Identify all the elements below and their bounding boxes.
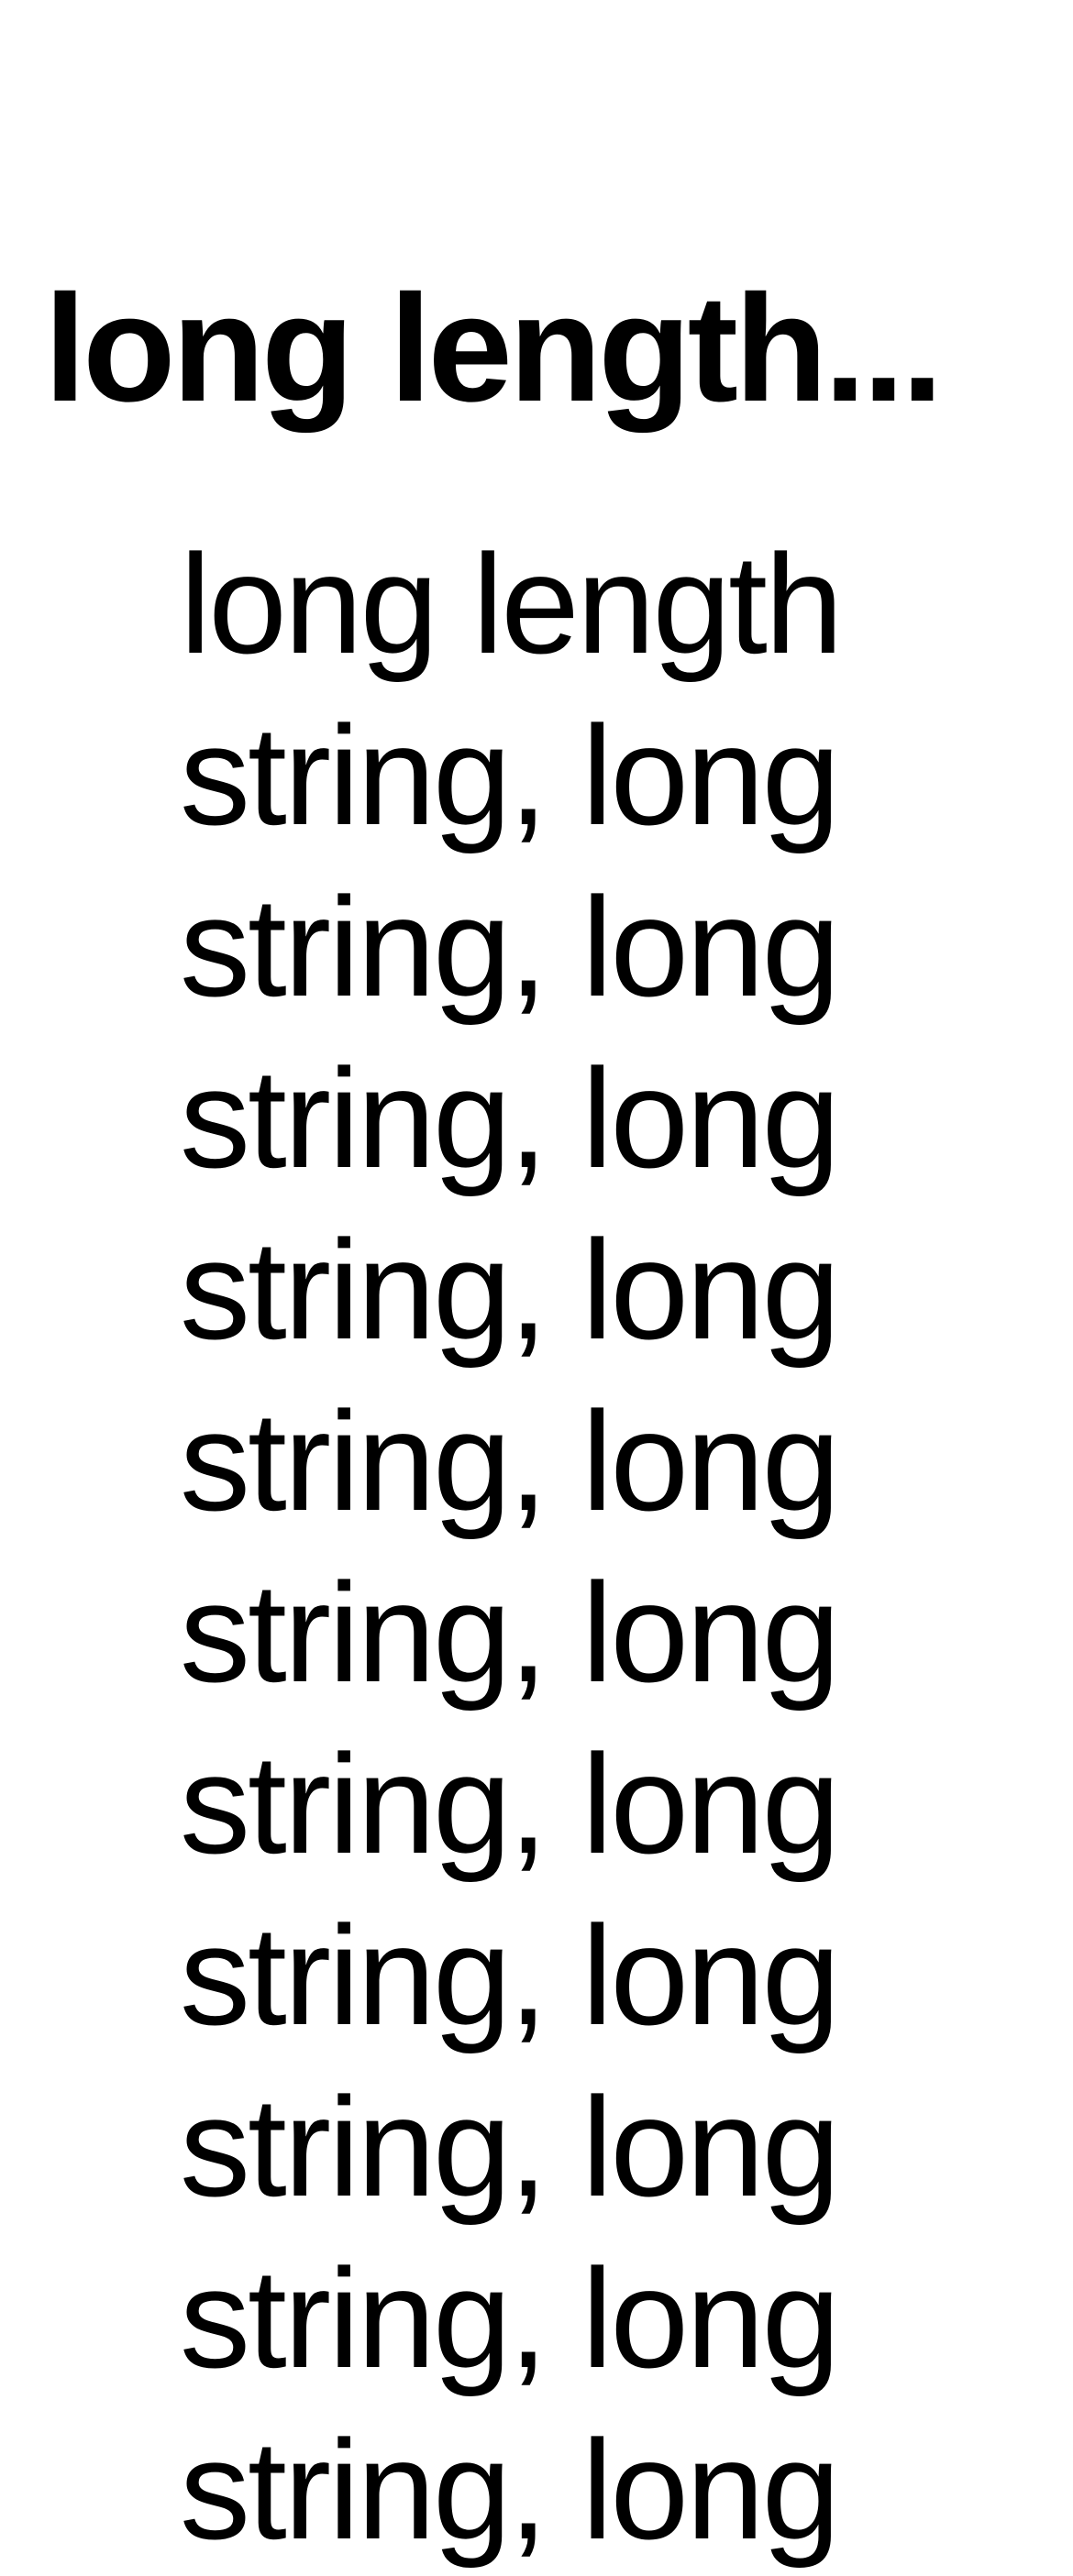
page-title: long length... bbox=[44, 264, 940, 434]
body-text: long length string, long string, long string, long string, long string, long string, long string, long string, long string, long string, long string, long bbox=[180, 525, 841, 2569]
